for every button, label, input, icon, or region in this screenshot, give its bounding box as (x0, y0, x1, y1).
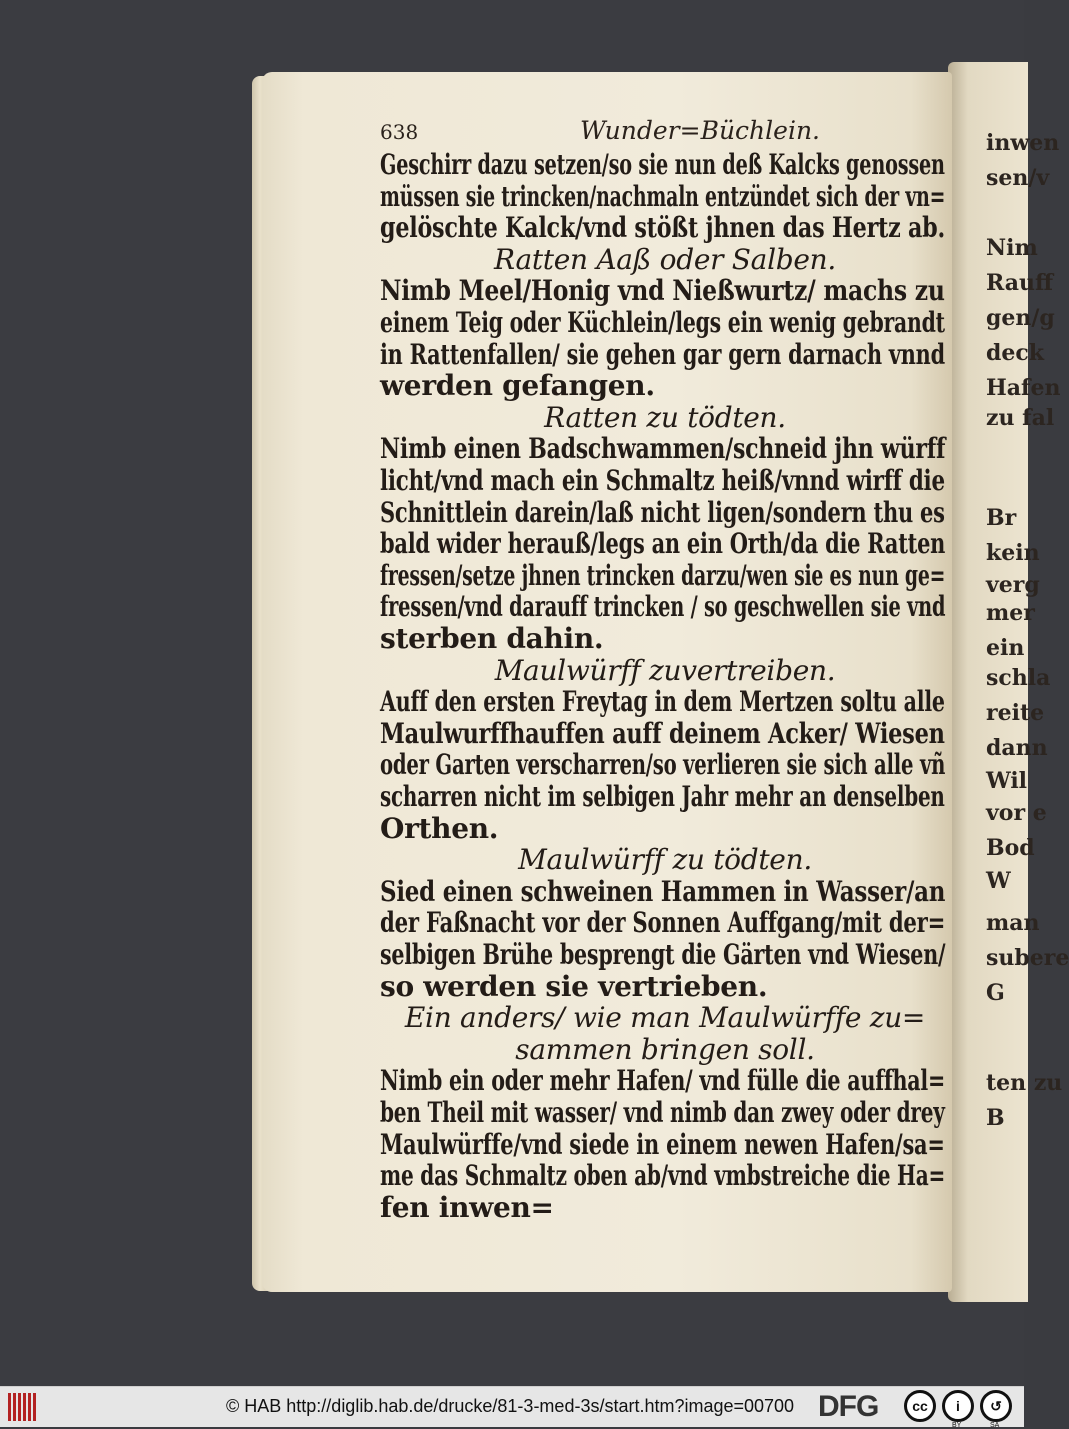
text-line: Orthen. (380, 811, 499, 845)
text-line: einem Teig oder Küchlein/legs ein wenig gebrandt (380, 306, 945, 339)
next-page-fragment: inwen (986, 130, 1060, 156)
next-page-fragment: kein (986, 540, 1040, 566)
cc-license[interactable] (904, 1390, 1014, 1429)
next-page-fragment: man (986, 910, 1040, 936)
text-line: werden gefangen. (380, 369, 655, 403)
text-line: Nimb Meel/Honig vnd Nießwurtz/ machs zu (380, 274, 945, 308)
text-line: scharren nicht im selbigen Jahr mehr an denselben (380, 780, 945, 813)
text-line: Maulwürffe/vnd siede in einem newen Hafen/sa= (380, 1127, 945, 1161)
running-head (380, 116, 940, 148)
text-line: so werden sie vertrieben. (380, 969, 768, 1003)
footer-bar (0, 1386, 1024, 1427)
text-line: sterben dahin. (380, 622, 604, 655)
by-icon: i (942, 1390, 974, 1422)
text-line: oder Garten verscharren/so verlieren sie sich alle vñ (380, 748, 946, 782)
next-page-fragment: W (986, 868, 1011, 894)
next-page-fragment: Rauff (986, 270, 1054, 296)
section-heading: Ratten Aaß oder Salben. (494, 242, 836, 276)
next-page-fragment: Bod (986, 835, 1035, 861)
text-line: der Faßnacht vor der Sonnen Auffgang/mit der= (380, 906, 946, 940)
next-page-fragment: Hafen (986, 375, 1061, 401)
text-line: Sied einen schweinen Hammen in Wasser/an (380, 874, 946, 908)
copyright-link[interactable]: © HAB http://diglib.hab.de/drucke/81-3-med-3s/start.htm?image=00700 (226, 1396, 795, 1416)
text-line: Geschirr dazu setzen/so sie nun deß Kalcks genossen (380, 148, 945, 181)
section-heading: Ratten zu tödten. (544, 400, 786, 434)
section-heading: Ein anders/ wie man Maulwürffe zu= (404, 1001, 926, 1035)
text-line: bald wider herauß/legs an ein Orth/da die Ratten (380, 527, 946, 561)
text-line: Nimb ein oder mehr Hafen/ vnd fülle die auffhal= (380, 1064, 946, 1098)
sa-icon: ↺ (980, 1390, 1012, 1422)
cc-icon: cc (904, 1390, 936, 1422)
dfg-logo: DFG (818, 1390, 879, 1423)
running-head-title: Wunder=Büchlein. (580, 116, 820, 145)
text-line: fressen/vnd darauff trincken / so geschwellen sie vnd (380, 590, 946, 624)
text-line: me das Schmaltz oben ab/vnd vmbstreiche die Ha= (380, 1159, 946, 1193)
next-page-fragment: Wil (986, 768, 1028, 794)
text-line: ben Theil mit wasser/ vnd nimb dan zwey oder drey (380, 1096, 945, 1129)
text-line: Nimb einen Badschwammen/schneid jhn würff (380, 432, 946, 466)
next-page-fragment: deck (986, 340, 1045, 366)
page-number: 638 (380, 120, 419, 144)
text-line: fressen/setze jhnen trincken darzu/wen sie es nun ge= (380, 558, 946, 592)
section-heading: Maulwürff zuvertreiben. (494, 653, 836, 687)
next-page-fragment: subere (986, 945, 1069, 971)
next-page-fragment: ein (986, 635, 1025, 661)
next-page-fragment: verg (986, 572, 1040, 598)
text-line: Auff den ersten Freytag in dem Mertzen soltu alle (380, 685, 945, 719)
next-page-fragment: ten zu (986, 1070, 1063, 1096)
next-page-fragment: B (986, 1105, 1005, 1131)
cc-by-label: BY (952, 1422, 962, 1429)
next-page-fragment: schla (986, 665, 1051, 691)
text-line: Schnittlein darein/laß nicht ligen/sondern thu es (380, 495, 945, 529)
next-page-fragment: Nim (986, 235, 1038, 261)
text-line: in Rattenfallen/ sie gehen gar gern darnach vnnd (380, 337, 945, 371)
next-page-fragment: Br (986, 505, 1017, 531)
next-page-fragment: G (986, 980, 1005, 1006)
text-line: Maulwurffhauffen auff deinem Acker/ Wiesen (380, 716, 945, 750)
text-line: licht/vnd mach ein Schmaltz heiß/vnnd wirff die (380, 464, 945, 497)
next-page-fragment: gen/g (986, 305, 1055, 331)
text-line: fen inwen= (380, 1190, 554, 1224)
next-page-fragment: mer (986, 600, 1035, 626)
next-page-fragment: zu fal (986, 405, 1055, 431)
hab-logo-icon (8, 1393, 38, 1421)
next-page-fragment: sen/v (986, 165, 1050, 191)
section-heading: sammen bringen soll. (515, 1032, 815, 1066)
next-page-fragment: reite (986, 700, 1045, 726)
next-page-fragment: dann (986, 735, 1048, 761)
cc-sa-label: SA (990, 1422, 1000, 1429)
text-line: gelöschte Kalck/vnd stößt jhnen das Hertz ab. (380, 211, 946, 245)
next-page-fragment: vor e (986, 800, 1047, 826)
section-heading: Maulwürff zu tödten. (518, 843, 812, 877)
text-line: müssen sie trincken/nachmaln entzündet sich der vn= (380, 179, 946, 213)
text-line: selbigen Brühe besprengt die Gärten vnd Wiesen/ (380, 938, 946, 971)
